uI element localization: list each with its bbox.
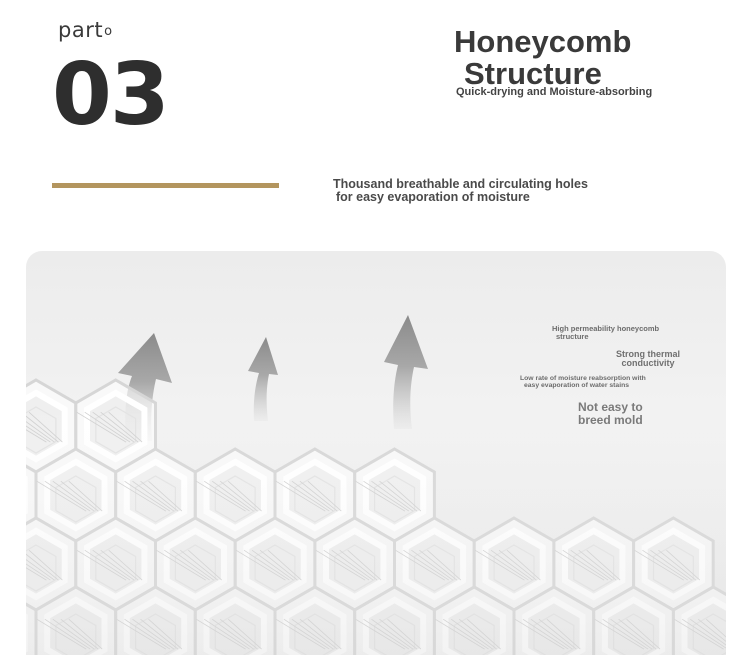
feature-label-thermal: Strong thermal conductivity xyxy=(616,349,681,369)
description-line1: Thousand breathable and circulating holes xyxy=(333,177,588,191)
description-line2: for easy evaporation of moisture xyxy=(336,190,530,204)
part-label-circle-icon: o xyxy=(104,23,113,39)
title-block xyxy=(454,26,704,98)
honeycomb-illustration xyxy=(26,251,726,655)
part-number: 03 xyxy=(52,45,168,145)
description xyxy=(333,178,653,204)
part-label: parto xyxy=(58,18,113,42)
feature-label-moisture: Low rate of moisture reabsorption with easy evaporation of water stains xyxy=(520,375,646,390)
honeycomb-illustration-panel xyxy=(26,251,726,655)
page-subtitle: Quick-drying and Moisture-absorbing xyxy=(456,86,653,98)
feature-label-permeability: High permeability honeycomb structure xyxy=(552,324,660,341)
accent-divider xyxy=(52,183,279,188)
page-title-line2: Structure xyxy=(464,56,602,91)
feature-label-mold: Not easy to breed mold xyxy=(578,400,643,427)
page-title-line1: Honeycomb xyxy=(454,24,632,59)
